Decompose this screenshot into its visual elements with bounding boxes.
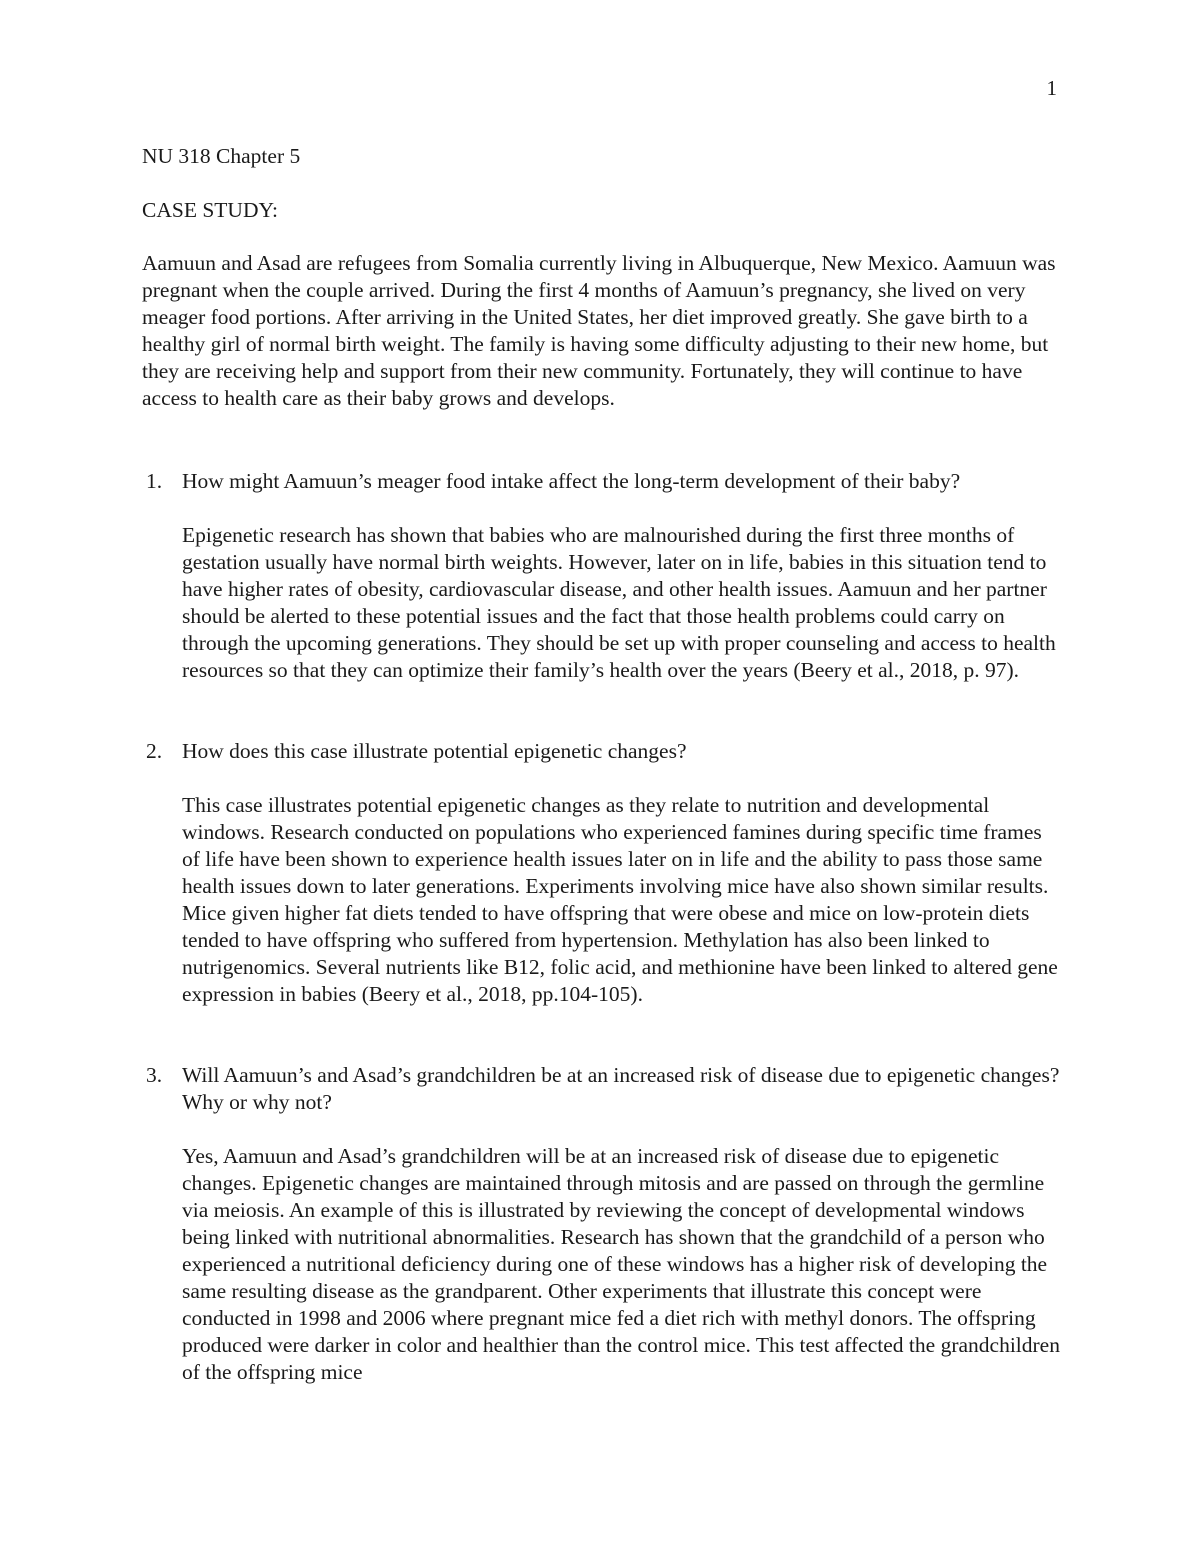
question-number: 2. (146, 739, 163, 763)
section-heading: CASE STUDY: (142, 198, 279, 222)
question-text: How might Aamuun’s meager food intake affect the long-term development of their baby? (182, 469, 961, 493)
answer-paragraph: Epigenetic research has shown that babies who are malnourished during the first three months of gestation usually have normal birth weights. However, later on in life, babies in this situation tend to have higher rates of obesity, cardiovascular disease, and other health issues. Aamuun and her partner should be alerted to these potential issues and the fact that those health problems could carry on through the upcoming generations. They should be set up with proper counseling and access to health resources so that they can optimize their family’s health over the years (Beery et al., 2018, p. 97). (182, 523, 1056, 682)
question-text: How does this case illustrate potential epigenetic changes? (182, 739, 687, 763)
course-heading: NU 318 Chapter 5 (142, 144, 301, 168)
answer-paragraph: This case illustrates potential epigenetic changes as they relate to nutrition and developmental windows. Research conducted on populations who experienced famines during specific time frames of life have been shown to experience health issues later on in life and the ability to pass those same health issues down to later generations. Experiments involving mice have also shown similar results. Mice given higher fat diets tended to have offspring that were obese and mice on low-protein diets tended to have offspring who suffered from hypertension. Methylation has also been linked to nutrigenomics. Several nutrients like B12, folic acid, and methionine have been linked to altered gene expression in babies (Beery et al., 2018, pp.104-105). (182, 793, 1058, 1006)
case-intro-paragraph: Aamuun and Asad are refugees from Somalia currently living in Albuquerque, New Mexico. Aamuun was pregnant when the couple arrived. During the first 4 months of Aamuun’s pregnancy, she lived on very meager food portions. After arriving in the United States, her diet improved greatly. She gave birth to a healthy girl of normal birth weight. The family is having some difficulty adjusting to their new home, but they are receiving help and support from their new community. Fortunately, they will continue to have access to health care as their baby grows and develops. (142, 251, 1056, 410)
page-number: 1 (1046, 76, 1057, 100)
question-text: Will Aamuun’s and Asad’s grandchildren be at an increased risk of disease due to epigenetic changes? Why or why not? (182, 1063, 1060, 1114)
question-number: 1. (146, 469, 163, 493)
question-number: 3. (146, 1063, 163, 1087)
answer-paragraph: Yes, Aamuun and Asad’s grandchildren will be at an increased risk of disease due to epigenetic changes. Epigenetic changes are maintained through mitosis and are passed on through the germline via meiosis. An example of this is illustrated by reviewing the concept of developmental windows being linked with nutritional abnormalities. Research has shown that the grandchild of a person who experienced a nutritional deficiency during one of these windows has a higher risk of developing the same resulting disease as the grandparent. Other experiments that illustrate this concept were conducted in 1998 and 2006 where pregnant mice fed a diet rich with methyl donors. The offspring produced were darker in color and healthier than the control mice. This test affected the grandchildren of the offspring mice (182, 1144, 1060, 1384)
